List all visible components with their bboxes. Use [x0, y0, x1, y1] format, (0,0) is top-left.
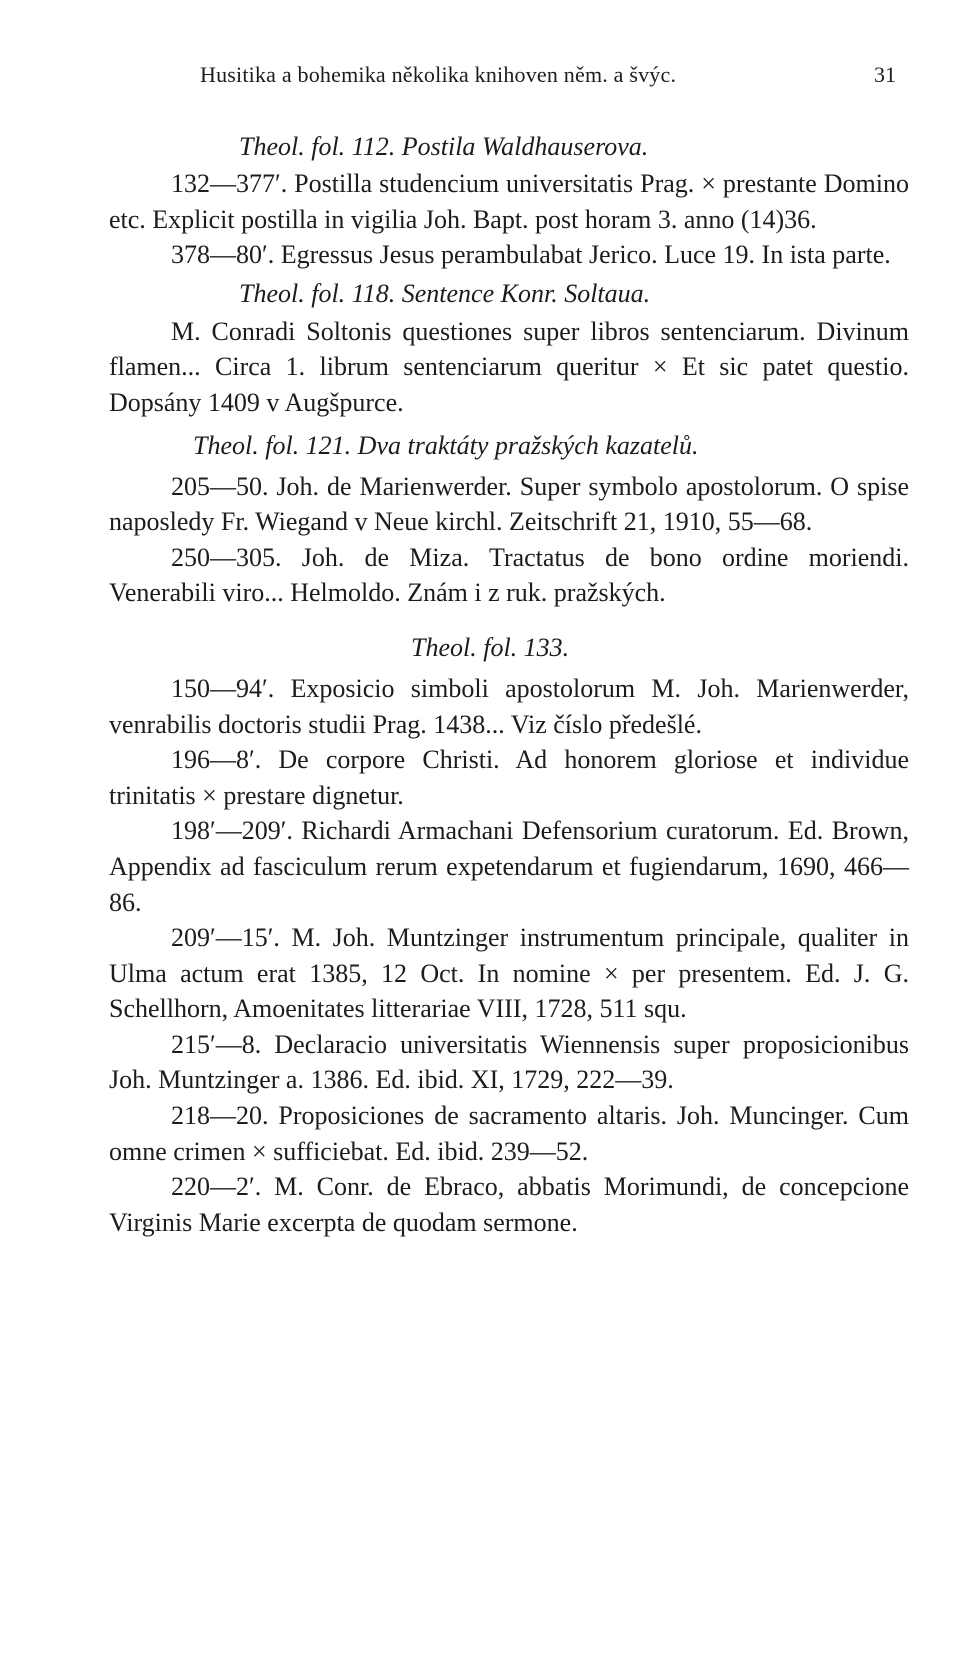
- catalog-entry: 205—50. Joh. de Marienwerder. Super symbolo apostolorum. O spise naposledy Fr. Wiegand v Neue kirchl. Zeitschrift 21, 1910, 55—68.: [109, 471, 909, 537]
- catalog-entry: 218—20. Proposiciones de sacramento altaris. Joh. Muncinger. Cum omne crimen × sufficiebat. Ed. ibid. 239—52.: [109, 1101, 909, 1166]
- running-title: Husitika a bohemika několika knihoven něm. a švýc.: [200, 62, 677, 87]
- catalog-entry: 132—377′. Postilla studencium universitatis Prag. × prestante Domino etc. Explicit postilla in vigilia Joh. Bapt. post horam 3. anno (14)36.: [109, 169, 909, 234]
- section-heading: Theol. fol. 121. Dva traktáty pražských kazatelů.: [193, 430, 699, 460]
- catalog-entry: 150—94′. Exposicio simboli apostolorum M. Joh. Marienwerder, venrabilis doctoris studii Prag. 1438... Viz číslo předešlé.: [109, 673, 909, 739]
- catalog-entry: 215′—8. Declaracio universitatis Wiennensis super proposicionibus Joh. Muntzinger a. 1386. Ed. ibid. XI, 1729, 222—39.: [109, 1029, 909, 1095]
- section-heading: Theol. fol. 133.: [411, 632, 570, 662]
- catalog-entry: 378—80′. Egressus Jesus perambulabat Jerico. Luce 19. In ista parte.: [171, 240, 891, 270]
- body-text: [109, 128, 909, 1240]
- page-number: 31: [874, 62, 896, 87]
- section-heading: Theol. fol. 118. Sentence Konr. Soltaua.: [239, 278, 651, 308]
- catalog-entry: 196—8′. De corpore Christi. Ad honorem gloriose et individue trinitatis × prestare dignetur.: [109, 745, 909, 810]
- catalog-entry: 198′—209′. Richardi Armachani Defensorium curatorum. Ed. Brown, Appendix ad fasciculum rerum expetendarum et fugiendarum, 1690, 466—86.: [109, 816, 909, 917]
- catalog-entry: 220—2′. M. Conr. de Ebraco, abbatis Morimundi, de concepcione Virginis Marie excerpta de quodam sermone.: [109, 1172, 909, 1237]
- section-heading: Theol. fol. 112. Postila Waldhauserova.: [239, 132, 649, 161]
- catalog-entry: 209′—15′. M. Joh. Muntzinger instrumentum principale, qualiter in Ulma actum erat 1385, 12 Oct. In nomine × per presentem. Ed. J. G. Schellhorn, Amoenitates litterariae VIII, 1728, 511 squ.: [109, 923, 909, 1024]
- catalog-entry: 250—305. Joh. de Miza. Tractatus de bono ordine moriendi. Venerabili viro... Helmoldo. Znám i z ruk. pražských.: [109, 542, 909, 608]
- catalog-entry: M. Conradi Soltonis questiones super libros sentenciarum. Divinum flamen... Circa 1. librum sentenciarum queritur × Et sic patet questio. Dopsány 1409 v Augšpurce.: [109, 316, 909, 417]
